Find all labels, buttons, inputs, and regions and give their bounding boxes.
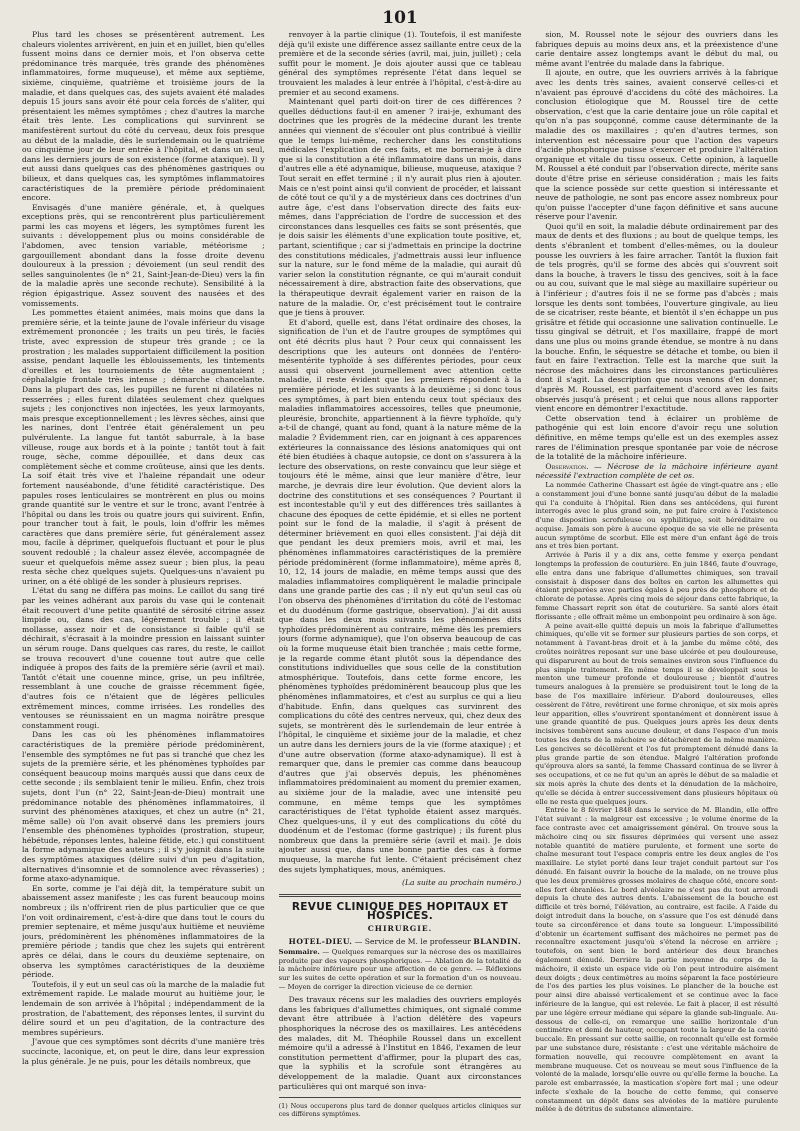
paragraph: La nommée Catherine Chassart est âgée de vingt-quatre ans ; elle a constamment joui d'une bonne santé jusqu'au début de la maladie qui l'a conduite à l'hôpital. Rien dans ses antécédens, qui furent interrogés avec le plus grand soin, ne put faire croire à l'existence d'une disposition scrofuleuse ou syphilitique, soit héréditaire ou acquise. Jamais son père à aucune époque de sa vie elle ne présenta aucun symptôme de scorbut. Elle est mère d'un enfant âgé de trois ans et très bien portant.: [535, 480, 779, 551]
paragraph: Envisagés d'une manière générale, et, à quelques exceptions près, qui se rencontrèrent plus particulièrement parmi les cas moyens et légers, les symptômes furent les suivants : développement plus ou moins considérable de l'abdomen, avec tension variable, météorisme ; gargouillement abondant dans la fosse droite devenu douloureux à la pression ; dévoiement (un seul rendit des selles sanguinolentes (le n° 21, Saint-Jean-de-Dieu) vers la fin de la maladie après une seconde rechute). Sensibilité à la région épigastrique. Assez souvent des nausées et des vomissements.: [22, 202, 265, 308]
footnote: (1) Nous occuperons plus tard de donner quelques articles cliniques sur ces différens symptômes.: [278, 1102, 522, 1119]
paragraph: Plus tard les choses se présentèrent autrement. Les chaleurs violentes arrivèrent, en juin et en juillet, bien qu'elles fussent moins dans ce dernier mois, et l'on observa cette prédominance très marquée, très grande des phénomènes inflammatoires, forme muqueuse), et même aux septième, sixième, cinquième, quatrième et troisième jours de la maladie, et dans quelques cas, des sujets avaient été malades depuis 15 jours sans avoir été pour cela forcés de s'aliter, qui présentaient les mêmes symptômes ; chez d'autres la marche était très lente. Les complications qui survinrent se manifestèrent surtout du côté du cerveau, deux fois presque au début de la maladie, dès le surlendemain ou le quatrième ou cinquième jour de leur entrée à l'hôpital, et dans un seul, dans les derniers jours de son existence (forme ataxique). Il y eut aussi dans quelques cas des phénomènes gastriques ou bilieux, et dans quelques cas, les symptômes inflammatoires caractéristiques de la première période prédominaient encore.: [22, 30, 265, 203]
sommaire: [279, 948, 522, 991]
sommaire-text: — Quelques remarques sur la nécrose des os maxillaires produite par des vapeurs phosphoriques. — Ablation de la totalité de la mâchoire inférieure pour une affection de ce genre. — Réflexions sur les suites de cette opération et sur la formation d'un os nouveau. — Moyen de corriger la direction vicieuse de ce dernier.: [278, 948, 522, 991]
observation-title: — Nécrose de la mâchoire inférieure ayant nécessité l'extraction complète de cet os.: [535, 461, 779, 481]
column-2: [279, 30, 522, 1125]
column-3: [535, 30, 778, 1125]
paragraph: Dans les cas où les phénomènes inflammatoires caractéristiques de la première période prédominèrent, l'ensemble des symptômes ne fut pas si tranché que chez les sujets de la première série, et les phénomènes typhoïdes par conséquent beaucoup moins marqués aussi que dans ceux de cette seconde ; ils semblaient tenir le milieu. Enfin, chez trois sujets, dont l'un (n° 22, Saint-Jean-de-Dieu) montrait une prédominance notable des phénomènes inflammatoires, il survint des phénomènes ataxiques, et chez un autre (n° 21, même salle) où l'on avait observé dans les premiers jours l'ensemble des phénomènes typhoïdes (prostration, stupeur, hébétude, réponses lentes, haleine fétide, etc.) qui constituent la forme adynamique des auteurs ; il s'y joignit dans la suite des symptômes ataxiques (délire suivi d'un peu d'agitation, alternatives d'insomnie et de somnolence avec rêvasseries) ; forme ataxo-adynamique.: [22, 730, 265, 884]
paragraph: sion, M. Roussel note le séjour des ouvriers dans les fabriques depuis au moins deux ans, et la préexistence d'une carie dentaire assez longtemps avant le début du mal, ou même avant l'entrée du malade dans la fabrique.: [535, 30, 779, 68]
paragraph: Quoi qu'il en soit, la maladie débute ordinairement par des maux de dents et des fluxions ; au bout de quelque temps, les dents s'ébranlent et tombent d'elles-mêmes, ou la douleur pousse les ouvriers à les faire arracher. Tantôt la fluxion fait de tels progrès, qu'il se forme des abcès qui s'ouvrent soit dans la bouche, à travers le tissu des gencives, soit à la face ou au cou, suivant que le mal siège au maxillaire supérieur ou à l'inférieur ; d'autres fois il ne se forme pas d'abcès ; mais lorsque les dents sont tombées, l'ouverture gingivale, au lieu de se cicatriser, reste béante, et bientôt il s'en échappe un pus grisâtre et fétide qui occasionne une salivation continuelle. Le tissu gingival se détruit, et l'os maxillaire, frappé de mort dans une plus ou moins grande étendue, se montre à nu dans la bouche. Enfin, le séquestre se détache et tombe, ou bien il faut en faire l'extraction. Telle est la marche que suit la nécrose des mâchoires dans les circonstances particulières dont il s'agit. La description que nous venons d'en donner, d'après M. Roussel, est parfaitement d'accord avec les faits observés jusqu'à présent ; et celui que nous allons rapporter vient encore en démontrer l'exactitude.: [535, 221, 779, 414]
paragraph: Arrivée à Paris il y a dix ans, cette femme y exerça pendant longtemps la profession de couturière. En juin 1846, faute d'ouvrage, elle entra dans une fabrique d'allumettes chimiques, son travail consistait à disposer dans des boîtes en carton les allumettes qui étaient préparées avec parties égales à peu près de phosphore et de chlorate de potasse. Après cinq mois de séjour dans cette fabrique, la femme Chassart reprit son état de couturière. Sa santé alors était florissante ; elle offrait même un embonpoint peu ordinaire à son âge.: [535, 551, 779, 621]
footnote-divider: [279, 1097, 522, 1098]
sommaire-label: Sommaire.: [278, 948, 320, 957]
paragraph: Des travaux récens sur les maladies des ouvriers employés dans les fabriques d'allumettes chimiques, ont signalé comme devant être attribuée à l'action délétère des vapeurs phosphoriques la nécrose des os maxillaires. Les antécédens des malades, dit M. Théophile Roussel dans un excellent mémoire qu'il a adressé à l'Institut en 1846, l'examen de leur constitution permettent d'affirmer, pour la plupart des cas, que la syphilis et la scrofule sont étrangères au développement de la maladie. Quant aux circonstances particulières qui ont marqué son inva-: [278, 995, 522, 1091]
paragraph: A peine avait-elle quitté depuis un mois la fabrique d'allumettes chimiques, qu'elle vit se former sur plusieurs parties de son corps, et notamment à l'avant-bras droit et à la jambe du même côté, des croûtes noirâtres reposant sur une base ulcérée et peu douloureuse, qui disparurent au bout de trois semaines environ sous l'influence du plus simple traitement. En même temps il se développait sous le menton une tumeur profonde et douloureuse ; bientôt d'autres tumeurs analogues à la première se produisirent tout le long de la base de l'os maxillaire inférieur. D'abord douloureuses, elles cessèrent de l'être, revêtirent une forme chronique, et six mois après leur apparition, elles s'ouvrirent spontanément et donnèrent issue à une grande quantité de pus. Quelques jours après les deux dents incisives tombèrent sans aucune douleur, et dans l'espace d'un mois toutes les dents de la mâchoire se détachèrent de la même manière. Les gencives se décollèrent et l'os fut promptement dénudé dans la plus grande partie de son étendue. Malgré l'altération profonde qu'éprouva alors sa santé, la femme Chassard continua de se livrer à ses occupations, et ce ne fut qu'un an après le début de sa maladie et six mois après la chute des dents et la dénudation de la mâchoire, qu'elle se décida à entrer successivement dans plusieurs hôpitaux où elle ne resta que quelques jours.: [535, 621, 779, 806]
hospital-name: HOTEL-DIEU.: [288, 936, 353, 946]
page-number: 101: [382, 8, 418, 28]
section-title: REVUE CLINIQUE DES HOPITAUX ET HOSPICES.: [291, 900, 509, 923]
paragraph: Cette observation tend à éclairer un problème de pathogénie qui est loin encore d'avoir reçu une solution définitive, en même temps qu'elle est un des exemples assez rares de l'élimination presque spontanée par voie de nécrose de la totalité de la mâchoire inférieure.: [535, 413, 779, 462]
service-text: — Service de M. le professeur: [352, 936, 474, 946]
columns: [22, 30, 778, 1125]
paragraph: En sorte, comme je l'ai déjà dit, la température subit un abaissement assez manifeste ; les cas furent beaucoup moins nombreux ; ils n'offrirent rien de plus particulier que ce que l'on voit ordinairement, c'est-à-dire que dans tout le cours du premier septenaire, et même jusqu'aux huitième et neuvième jours, prédominèrent les phénomènes inflammatoires de la première période ; tandis que chez les sujets qui entrèrent après ce délai, dans le cours du deuxième septenaire, on observa les symptômes caractéristiques de la deuxième période.: [22, 883, 265, 980]
section-subtitle: CHIRURGIE.: [367, 924, 433, 934]
paragraph: Maintenant quel parti doit-on tirer de ces différences ? quelles déductions faut-il en amener ? irai-je, exhumant des doctrines que les progrès de la médecine durant les trente années qui viennent de s'écouler ont plus contribué à vieillir que le temps lui-même, rechercher dans les constitutions médicales l'explication de ces faits, et me bornerai-je à dire que si la constitution a été inflammatoire dans un mois, dans d'autres elle a été adynamique, bilieuse, muqueuse, ataxique ? Tout serait en effet terminé ; il n'y aurait plus rien à ajouter. Mais ce n'est point ainsi qu'il convient de procéder, et laissant de côté tout ce qu'il y a de mystérieux dans ces doctrines d'un autre âge, c'est dans l'observation directe des faits eux-mêmes, dans l'appréciation de l'ordre de succession et des circonstances dans lesquelles ces faits se sont présentés, que je dois saisir les éléments d'une explication toute positive, et, partant, scientifique ; car si j'admettais en principe la doctrine des constitutions médicales, j'admettrais aussi leur influence sur la nature, sur le fond même de la maladie, qui aurait dû varier selon la constitution régnante, ce qui m'aurait conduit nécessairement à dire, abstraction faite des observations, que la thérapeutique devrait également varier en raison de la nature de la maladie. Or, c'est précisément tout le contraire que je tiens à prouver.: [278, 97, 522, 318]
observation-label: Observation.: [545, 461, 589, 471]
paragraph: J'avoue que ces symptômes sont décrits d'une manière très succincte, laconique, et, on peut le dire, dans leur expression la plus générale. Je ne puis, pour les détails nombreux, que: [22, 1037, 265, 1066]
professor-name: BLANDIN.: [473, 936, 522, 946]
paragraph: Entrée le 8 février 1848 dans le service de M. Blandin, elle offre l'état suivant : la malgreur est excessive ; le volume énorme de la face contraste avec cet amaigrissement général. On trouve sous la mâchoire cinq ou six fissures déprimées qui versent une assez notable quantité de matière purulente, et forment une sorte de chaîne mesurant tout l'espace compris entre les deux angles de l'os maxillaire. Le stylet porté dans leur trajet conduit partout sur l'os dénudé. En faisant ouvrir la bouche de la malade, on ne trouve plus que les deux premières grosses molaires de chaque côté, encore sont-elles fort ébranlées. Le bord alvéolaire ne s'est pas du tout arrondi depuis la chute des autres dents. L'abaissement de la bouche est difficile et très borné, l'élévation, au contraire, est facile. A l'aide du doigt introduit dans la bouche, on s'assure que l'os est dénudé dans toute sa circonférence et dans toute sa longueur. L'impossibilité d'obtenir un écartement suffisant des mâchoires ne permet pas de reconnaître exactement jusqu'où s'étend la nécrose en arrière ; toutefois, on sent bien le bord antérieur des deux branches également dénudé. Derrière la partie moyenne du corps de la mâchoire, il existe un espace vide où l'on peut introduire aisément deux doigts ; deux centimètres au moins séparent la face postérieure de l'os des parties les plus voisines. Le plancher de la bouche est pour ainsi dire abaissé verticalement et se continue avec la face inférieure de la langue, qui est relevée. Le fait à placer, il est résulté par une légère erreur médiane qui sépare la glande sub-linguale. Au-dessous de celle-ci, on remarque une saillie horizontale d'un centimètre et demi de hauteur, occupant toute la largeur de la cavité buccale. En pressant sur cette saillie, on reconnaît qu'elle est formée par une substance dure, résistante : c'est une véritable mâchoire de formation nouvelle, qui recouvre complètement en avant la membrane muqueuse. Cet os nouveau se meut sous l'influence de la volonté de la malade, lorsqu'elle ouvre ou qu'elle ferme la bouche. La parole est embarrassée, la mastication s'opère fort mal ; une odeur infecte s'exhale de la bouche de cette femme, qui conserve constamment un dépôt dans ses alvéoles de la matière purulente mêlée à de détritus de substance alimentaire.: [535, 806, 779, 1114]
observation-heading: [535, 462, 778, 481]
service-line: [279, 937, 522, 947]
column-1: [22, 30, 265, 1125]
continued-note: (La suite au prochain numéro.): [402, 878, 522, 888]
paragraph: L'état du sang ne différa pas moins. Le caillot du sang tiré par les veines adhérant aux parois du vase qui le contenait était recouvert d'une petite quantité de sérosité citrine assez limpide ou, dans des cas, légèrement trouble ; il était mollasse, assez noir et de consistance si faible qu'il se déchirait, s'écrasait à la moindre pression en laissant suinter un sérum rouge. Dans quelques cas rares, du reste, le caillot se trouva recouvert d'une couenne tout autre que celle indiquée à propos des faits de la première série (avril et mai). Tantôt c'était une couenne mince, grise, un peu infiltrée, ressemblant à une couche de graisse récemment figée, d'autres fois ce n'étaient que de légères pellicules extrêmement minces, comme irrisées. Les rondelles des ventouses se réunissaient en un magma noirâtre presque constamment rougi.: [22, 586, 265, 730]
paragraph: Toutefois, il y eut un seul cas où la marche de la maladie fut extrêmement rapide. Le malade mourut au huitième jour, le lendemain de son arrivée à l'hôpital ; indépendamment de la prostration, de l'abattement, des réponses lentes, il survint du délire sourd et un peu d'agitation, de la contracture des membres supérieurs.: [22, 979, 265, 1037]
paragraph: Les pommettes étaient animées, mais moins que dans la première série, et la teinte jaune de l'ovale inférieur du visage extrêmement prononcée ; les traits un peu tirés, le faciès triste, avec expression de stupeur très grande ; ce la prostration ; les malades supportaient difficilement la position assise, pendant laquelle les éblouissements, les tintements d'oreilles et les tournoiements de tête augmentaient ; céphalalgie frontale très intense ; démarche chancelante. Dans la plupart des cas, les pupilles ne furent ni dilatées ni resserrées ; elles furent dilatées seulement chez quelques sujets ; les conjonctives non injectées, les yeux larmoyants, mais presque exceptionnellement ; les lèvres sèches, ainsi que les narines, dont l'entrée était généralement un peu pulvérulente. La langue fut tantôt saburrale, à la base villeuse, rouge aux bords et à la pointe ; tantôt tout à fait rouge, sèche, comme dépouillée, et dans deux cas complètement sèche et comme croûteuse, ainsi que les dents. La soif était très vive et l'haleine répandait une odeur fortement nauséabonde, d'une fétidité caractéristique. Des papules roses lenticulaires se montrèrent en plus ou moins grande quantité sur le ventre et sur le tronc, avant l'entrée à l'hôpital ou dans les trois ou quatre jours qui suivirent. Enfin, pour trancher tout à fait, le pouls, loin d'offrir les mêmes caractères que dans première série, fut généralement assez mou, facile à déprimer, quelquefois fluctuant et pour le plus souvent redoublé ; la chaleur assez élevée, accompagnée de sueur et quelquefois même assez sueur ; bien plus, la peau resta sèche chez quelques sujets. Quelques-uns n'avaient pu uriner, on a été obligé de les sonder à plusieurs reprises.: [22, 308, 265, 586]
section-divider: [279, 894, 522, 897]
paragraph: renvoyer à la partie clinique (1). Toutefois, il est manifeste déjà qu'il existe une différence assez saillante entre ceux de la première et de la seconde séries (avril, mai, juin, juillet) ; cela suffit pour le moment. Je dois ajouter aussi que ce tableau général des symptômes représente l'état dans lequel se trouvaient les malades à leur entrée à l'hôpital, c'est-à-dire au premier et au second examens.: [278, 30, 522, 97]
paragraph: Et d'abord, quelle est, dans l'état ordinaire des choses, la signification de l'un et de l'autre groupes de symptômes qui ont été décrits plus haut ? Pour ceux qui connaissent les descriptions que les auteurs ont données de l'entéro-mésentérite typhoïde à ses différentes périodes, pour ceux aussi qui observent journellement avec attention cette maladie, il reste évident que les premiers répondent à la première période, et les suivants à la deuxième ; si donc tous ces symptômes, à part bien entendu ceux tout spéciaux des maladies inflammatoires accessoires, telles que pneumonie, pleurésie, bronchite, appartiennent à la fièvre typhoïde, qu'y a-t-il de changé, quant au fond, quant à la nature même de la maladie ? Évidemment rien, car en joignant à ces apparences extérieures la connaissance des lésions anatomiques qui ont été bien étudiées à chaque autopsie, ce dont on s'assurera à la lecture des observations, on reste convaincu que leur siège et toujours été le même, ainsi que leur manière d'être, leur marche, je devrais dire leur évolution. Que devient alors la doctrine des constitutions et ses conséquences ? Pourtant il est incontestable qu'il y eut des différences très saillantes à chacune des époques de cette épidémie, et si elles ne portent point sur le fond de la maladie, il s'agit à présent de déterminer brièvement en quoi elles consistent. J'ai déjà dit que pendant les deux premiers mois, avril et mai, les phénomènes inflammatoires caractéristiques de la première période prédominèrent (forme inflammatoire), même après 8, 10, 12, 14 jours de maladie, en même temps aussi que des maladies inflammatoires compliquèrent le maladie principale dans une grande partie des cas ; il n'y eut qu'un seul cas où l'on observa des phénomènes d'irritation du côté de l'estomac et du duodénum (forme gastrique, observation). J'ai dit aussi que dans les deux mois suivants les phénomènes dits typhoïdes prédominèrent au contraire, même dès les premiers jours (forme adynamique), que l'on observa beaucoup de cas où la forme muqueuse était bien tranchée ; mais cette forme, je la regarde comme étant plutôt sous la dépendance des constitutions individuelles que sous celle de la constitution atmosphérique. Toutefois, dans cette forme encore, les phénomènes typhoïdes prédominèrent beaucoup plus que les phénomènes inflammatoires, et c'est au surplus ce qui a lieu d'habitude. Enfin, dans quelques cas survinrent des complications du côté des centres nerveux, qui, chez deux des sujets, se montrèrent dès le surlendemain de leur entrée à l'hôpital, le cinquième et sixième jour de la maladie, et chez un autre dans les derniers jours de la vie (forme ataxique) ; et d'une autre observation (forme ataxo-adynamique). Il est à remarquer que, dans le premier cas comme dans beaucoup d'autres que j'ai observés depuis, les phénomènes inflammatoires prédominaient au moment du premier examen, au sixième jour de la maladie, avec une intensité peu commune, en même temps que les symptômes caractéristiques de l'état typhoïde étaient assez marqués. Chez quelques-uns, il y eut des complications du côté du duodénum et de l'estomac (forme gastrique) ; ils furent plus nombreux que dans la première série (avril et mai). Je dois ajouter aussi que, dans une bonne partie des cas à forme muqueuse, la marche fut lente. C'étaient précisément chez des sujets lymphatiques, mous, anémiques.: [278, 317, 522, 874]
paragraph: Il ajoute, en outre, que les ouvriers arrivés à la fabrique avec les dents très saines, avaient conservé celles-ci et n'avaient pas éprouvé d'accidens du côté des mâchoires. La conclusion étiologique que M. Roussel tire de cette observation, c'est que la carie dentaire joue un rôle capital et qu'on n'a pas soupçonné, comme cause déterminante de la maladie des os maxillaires ; qu'en d'autres termes, son intervention est nécessaire pour que l'action des vapeurs d'acide phosphorique puisse s'exercer et produire l'altération organique et vitale du tissu osseux. Cette opinion, à laquelle M. Roussel a été conduit par l'observation directe, mérite sans doute d'être prise en sérieuse considération ; mais les faits que la science possède sur cette question si intéressante et neuve de pathologie, ne sont pas encore assez nombreux pour qu'on puisse l'accepter d'une façon définitive et sans aucune réserve pour l'avenir.: [535, 68, 779, 222]
